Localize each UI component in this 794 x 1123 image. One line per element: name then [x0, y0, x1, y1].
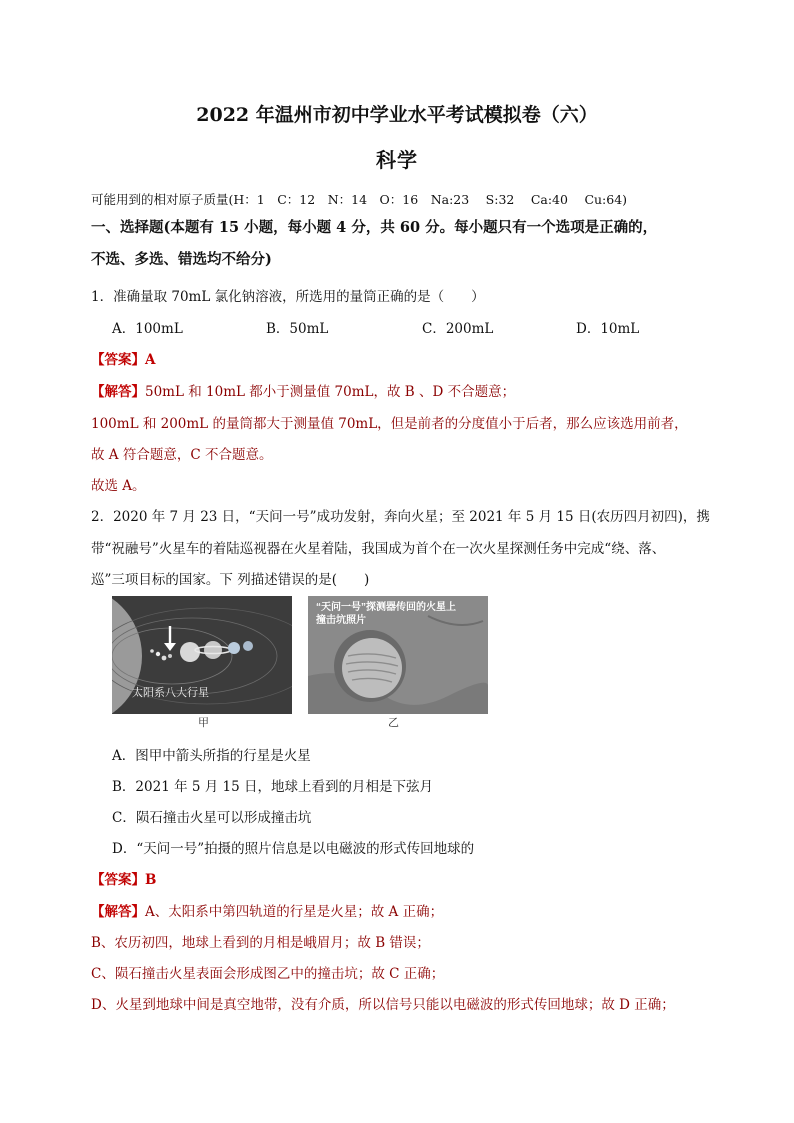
atomic-masses: 可能用到的相对原子质量(H：1 C：12 N：14 O：16 Na:23 S:32 Ca:40 Cu:64)	[91, 192, 628, 207]
q1-option-d: D．10mL	[576, 321, 640, 337]
q1-conclusion: 故选 A。	[91, 478, 146, 494]
q2-analysis-line3: C、陨石撞击火星表面会形成图乙中的撞击坑；故 C 正确；	[91, 966, 445, 982]
q2-option-c: C．陨石撞击火星可以形成撞击坑	[112, 810, 312, 826]
solar-system-caption: 太阳系八大行星	[132, 687, 209, 699]
solar-system-figure	[112, 596, 292, 714]
q1-answer-label: 【答案】	[91, 352, 145, 368]
mars-planet	[168, 654, 172, 658]
q1-analysis-line3: 故 A 符合题意，C 不合题意。	[91, 447, 273, 463]
q2-analysis-line1	[91, 900, 443, 920]
crater-caption-line2: 撞击坑照片	[316, 615, 366, 626]
crater-caption-line1: “天问一号”探测器传回的火星上	[316, 602, 456, 613]
q2-stem-line2: 带“祝融号”火星车的着陆巡视器在火星着陆，我国成为首个在一次火星探测任务中完成“绕、落、	[91, 541, 666, 557]
q1-stem: 1．准确量取 70mL 氯化钠溶液，所选用的量筒正确的是（ ）	[91, 289, 485, 305]
q2-analysis-label: 【解答】	[91, 904, 145, 920]
subject-title: 科学	[376, 148, 418, 172]
q2-option-b: B．2021 年 5 月 15 日，地球上看到的月相是下弦月	[112, 779, 434, 795]
q2-answer-value: B	[145, 872, 157, 888]
section-heading-line2: 不选、多选、错选均不给分)	[91, 251, 272, 268]
q1-analysis-label: 【解答】	[91, 384, 145, 400]
q2-analysis-line2: B、农历初四，地球上看到的月相是峨眉月；故 B 错误；	[91, 935, 430, 951]
mars-crater-figure	[308, 596, 488, 714]
exam-title: 2022 年温州市初中学业水平考试模拟卷（六）	[196, 104, 598, 126]
q2-stem-line1: 2．2020 年 7 月 23 日，“天问一号”成功发射，奔向火星；至 2021 年 5 月 15 日(农历四月初四)，携	[91, 509, 710, 525]
q2-answer-label: 【答案】	[91, 872, 145, 888]
q2-option-d: D．“天问一号”拍摄的照片信息是以电磁波的形式传回地球的	[112, 841, 475, 857]
q1-analysis-line1	[91, 380, 515, 400]
q2-analysis-text1: A、太阳系中第四轨道的行星是火星；故 A 正确；	[145, 904, 444, 920]
q1-option-a: A．100mL	[112, 321, 183, 337]
q2-stem-line3: 巡”三项目标的国家。下 列描述错误的是( )	[91, 572, 370, 588]
figure-label-jia: 甲	[198, 716, 209, 729]
q1-answer-value: A	[145, 352, 156, 368]
q1-option-b: B．50mL	[266, 321, 329, 337]
q1-analysis-line2: 100mL 和 200mL 的量筒都大于测量值 70mL，但是前者的分度值小于后者，那么应该选用前者，	[91, 416, 688, 432]
section-heading-line1: 一、选择题(本题有 15 小题，每小题 4 分，共 60 分。每小题只有一个选项是正确的，	[91, 219, 658, 236]
q2-answer	[91, 868, 156, 888]
figure-label-yi: 乙	[388, 716, 399, 729]
q2-option-a: A．图甲中箭头所指的行星是火星	[112, 748, 311, 764]
q1-answer	[91, 348, 155, 368]
q2-analysis-line4: D、火星到地球中间是真空地带，没有介质，所以信号只能以电磁波的形式传回地球；故 D 正确；	[91, 997, 675, 1013]
q1-analysis-text1: 50mL 和 10mL 都小于测量值 70mL，故 B 、D 不合题意；	[145, 384, 516, 400]
q2-figures	[112, 596, 488, 730]
q1-option-c: C．200mL	[422, 321, 494, 337]
